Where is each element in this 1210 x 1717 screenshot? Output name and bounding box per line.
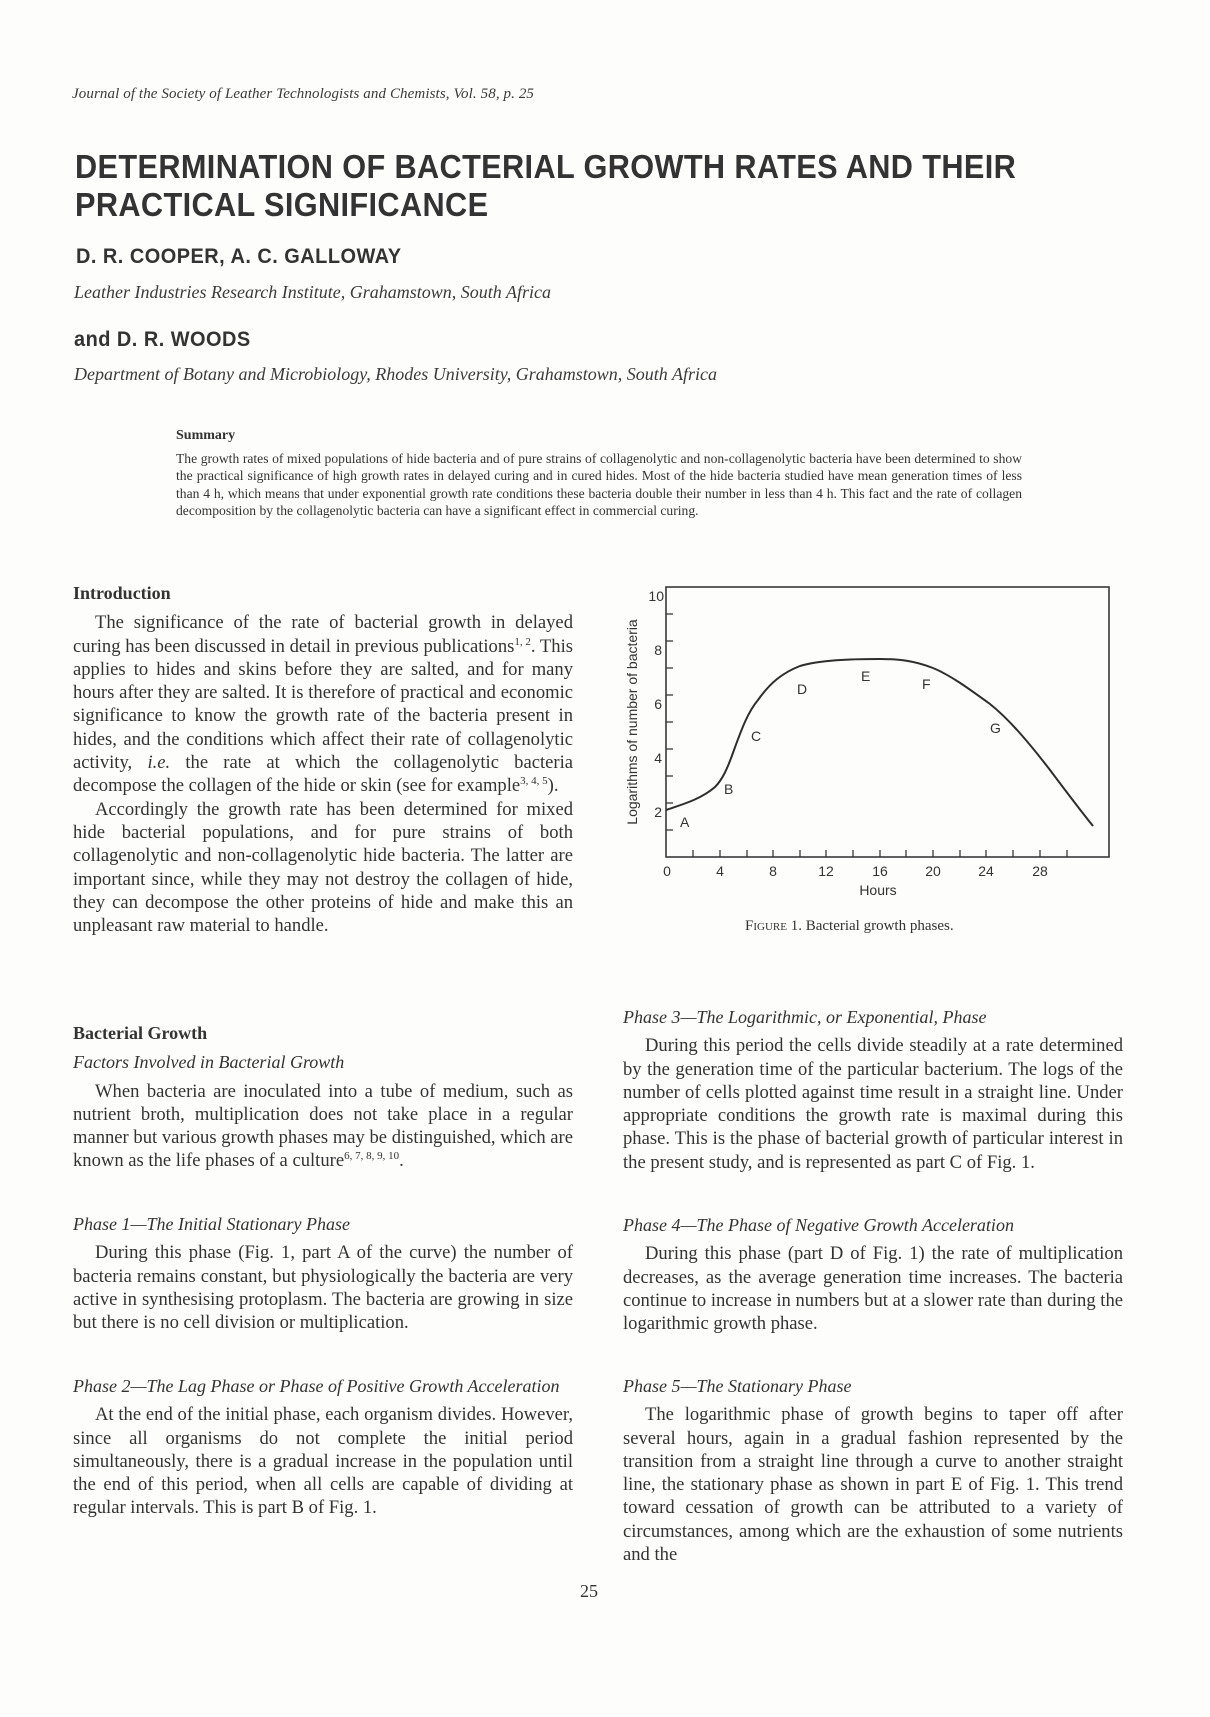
phase-5-heading: Phase 5—The Stationary Phase xyxy=(623,1376,852,1396)
phase-3-heading: Phase 3—The Logarithmic, or Exponential, Phase xyxy=(623,1007,987,1027)
phase-label-e: E xyxy=(861,668,871,684)
phase-label-f: F xyxy=(922,676,931,692)
svg-text:8: 8 xyxy=(769,863,777,879)
factors-subheading: Factors Involved in Bacterial Growth xyxy=(73,1052,345,1073)
introduction-section xyxy=(73,582,573,937)
bacterial-growth-paragraph xyxy=(73,1080,573,1173)
introduction-heading: Introduction xyxy=(73,583,171,603)
phase-2-heading: Phase 2—The Lag Phase or Phase of Positive Growth Acceleration xyxy=(73,1376,560,1396)
phase-labels xyxy=(680,668,1001,830)
summary-text: The growth rates of mixed populations of hide bacteria and of pure strains of collagenolytic and non-collagenolytic bacteria have been determined to show the practical significance of high growth rates in delayed curing and in cured hides. Most of the hide bacteria studied have mean generation times of less than 4 h, which means that under exponential growth rate conditions these bacteria double their number in less than 4 h. This fact and the rate of collagen decomposition by the collagenolytic bacteria can have a significant effect in commercial curing. xyxy=(176,450,1022,518)
authors-group-1: D. R. COOPER, A. C. GALLOWAY xyxy=(76,245,402,268)
bg-text-b: . xyxy=(399,1150,404,1172)
svg-text:20: 20 xyxy=(925,863,941,879)
affiliation-2: Department of Botany and Microbiology, Rhodes University, Grahamstown, South Africa xyxy=(74,364,717,384)
y-axis-ticks xyxy=(666,614,673,830)
phase-label-c: C xyxy=(751,728,762,744)
svg-text:4: 4 xyxy=(716,863,724,879)
summary-heading: Summary xyxy=(176,428,236,443)
phase-label-a: A xyxy=(680,814,690,830)
figure-caption xyxy=(745,918,954,935)
y-axis-labels xyxy=(648,588,664,820)
x-axis-title: Hours xyxy=(859,882,897,898)
phase-3-text: During this period the cells divide steadily at a rate determined by the generation time of the particular bacterium. The logs of the number of cells plotted against time result in a straight line. Under appropriate conditions the growth rate is maximal during this phase. This is the phase of bacterial growth of particular interest in the present study, and is represented as part C of Fig. 1. xyxy=(623,1035,1123,1173)
svg-text:28: 28 xyxy=(1032,863,1048,879)
figure-caption-text: Bacterial growth phases. xyxy=(801,918,954,934)
phase-5-text: The logarithmic phase of growth begins to taper off after several hours, again in a gradual fashion represented by the transition from a straight line through a curve to another straight line, the stationary phase as shown in part E of Fig. 1. This trend toward cessation of growth can be attributed to a variety of circumstances, among which are the exhaustion of some nutrients and the xyxy=(623,1404,1123,1566)
phase-1-text: During this phase (Fig. 1, part A of the curve) the number of bacteria remains constant, but physiologically the bacteria are very active in synthesising protoplasm. The bacteria are growing in size but there is no cell division or multiplication. xyxy=(73,1242,573,1334)
svg-text:12: 12 xyxy=(818,863,834,879)
journal-citation: Journal of the Society of Leather Technologists and Chemists, Vol. 58, p. 25 xyxy=(72,86,535,102)
article-title xyxy=(75,148,1079,224)
authors-group-2: and D. R. WOODS xyxy=(74,328,251,351)
bg-text-a: When bacteria are inoculated into a tube of medium, such as nutrient broth, multiplication does not take place in a regular manner but various growth phases may be distinguished, which are known as the life phases of a culture xyxy=(73,1080,573,1172)
intro-ie: i.e. xyxy=(147,752,171,774)
svg-text:16: 16 xyxy=(872,863,888,879)
phase-4-heading: Phase 4—The Phase of Negative Growth Acceleration xyxy=(623,1215,1014,1235)
phase-4-section xyxy=(623,1214,1123,1335)
intro-text-a: The significance of the rate of bacterial growth in delayed curing has been discussed in detail in previous publications xyxy=(73,612,573,657)
phase-4-text: During this phase (part D of Fig. 1) the rate of multiplication decreases, as the average generation time increases. The bacteria continue to increase in numbers but at a slower rate than during the logarithmic growth phase. xyxy=(623,1243,1123,1335)
svg-text:4: 4 xyxy=(654,750,662,766)
svg-text:2: 2 xyxy=(654,804,662,820)
phase-5-section xyxy=(623,1375,1123,1566)
svg-text:24: 24 xyxy=(978,863,994,879)
intro-text-c: the rate at which the collagenolytic bacteria decompose the collagen of the hide or skin (see for example xyxy=(73,752,573,797)
phase-2-text: At the end of the initial phase, each organism divides. However, since all organisms do not complete the initial period simultaneously, there is a gradual increase in the population until the end of this period, when all cells are capable of dividing at regular intervals. This is part B of Fig. 1. xyxy=(73,1404,573,1519)
affiliation-1: Leather Industries Research Institute, Grahamstown, South Africa xyxy=(74,282,551,302)
phase-2-section xyxy=(73,1375,573,1520)
citation-superscript: 1, 2 xyxy=(514,635,531,648)
svg-text:0: 0 xyxy=(663,863,671,879)
growth-curve xyxy=(666,659,1093,826)
x-axis-ticks xyxy=(693,850,1067,857)
phase-1-section xyxy=(73,1213,573,1334)
svg-text:8: 8 xyxy=(654,642,662,658)
y-axis-title: Logarithms of number of bacteria xyxy=(624,619,640,825)
chart-frame xyxy=(666,587,1109,857)
page-number: 25 xyxy=(580,1581,598,1601)
phase-label-b: B xyxy=(724,781,734,797)
figure-label: Figure 1. xyxy=(745,918,802,934)
bacterial-growth-section xyxy=(73,1022,573,1173)
phase-label-d: D xyxy=(797,681,808,697)
intro-text-d: ). xyxy=(547,775,559,797)
phase-3-section xyxy=(623,1006,1123,1174)
bacterial-growth-heading: Bacterial Growth xyxy=(73,1023,208,1043)
phase-1-heading: Phase 1—The Initial Stationary Phase xyxy=(73,1214,350,1234)
citation-superscript: 6, 7, 8, 9, 10 xyxy=(344,1150,400,1163)
citation-superscript: 3, 4, 5 xyxy=(520,775,548,788)
svg-text:10: 10 xyxy=(648,588,664,604)
intro-text-b: . This applies to hides and skins before they are salted, and for many hours after they are salted. It is therefore of practical and economic significance to know the growth rate of the bacteria present in hides, and the conditions which affect their rate of collagenolytic activity, xyxy=(73,635,573,774)
introduction-paragraph-2: Accordingly the growth rate has been determined for mixed hide bacterial populations, and for pure strains of both collagenolytic and non-collagenolytic hide bacteria. The latter are important since, while they may not destroy the collagen of hide, they can decompose the other proteins of hide and make this an unpleasant raw material to handle. xyxy=(73,798,573,937)
phase-label-g: G xyxy=(990,720,1001,736)
article-title-line-2: PRACTICAL SIGNIFICANCE xyxy=(75,186,489,223)
svg-text:6: 6 xyxy=(654,696,662,712)
summary-block xyxy=(176,427,1022,520)
growth-phase-chart xyxy=(600,580,1130,910)
article-title-line-1: DETERMINATION OF BACTERIAL GROWTH RATES AND THEIR xyxy=(75,148,1017,185)
introduction-paragraph-1 xyxy=(73,611,573,797)
x-axis-labels xyxy=(663,863,1048,879)
